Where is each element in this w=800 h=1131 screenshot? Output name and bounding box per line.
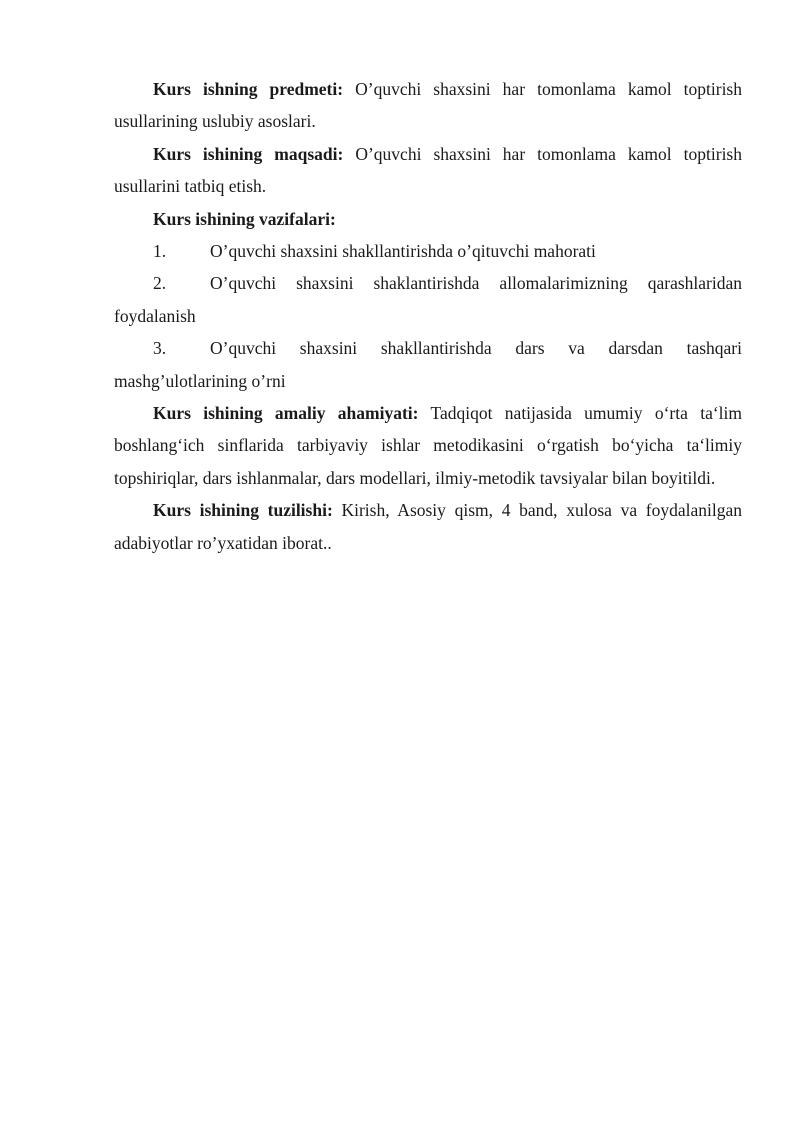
ahamiyati-paragraph <box>114 397 742 494</box>
ahamiyati-text: Tadqiqot natijasida umumiy o‘rta ta‘lim boshlang‘ich sinflarida tarbiyaviy ishlar metodikasini o‘rgatish bo‘yicha ta‘limiy topshiriqlar, dars ishlanmalar, dars modellari, ilmiy-metodik tavsiyalar bilan boyitildi. <box>114 403 742 488</box>
vazifa-item-number: 3. <box>153 338 167 359</box>
ahamiyati-label: Kurs ishining amaliy ahamiyati: <box>153 403 419 424</box>
tuzilishi-paragraph <box>114 494 742 559</box>
predmeti-paragraph <box>114 73 742 138</box>
vazifa-item-1 <box>114 235 742 267</box>
maqsadi-text: O’quvchi shaxsini har tomonlama kamol toptirish usullarini tatbiq etish. <box>114 143 742 197</box>
tuzilishi-label: Kurs ishining tuzilishi: <box>153 500 333 521</box>
vazifa-item-text: O’quvchi shaxsini shaklantirishda allomalarimizning qarashlaridan foydalanish <box>114 273 742 326</box>
predmeti-text: O’quvchi shaxsini har tomonlama kamol toptirish usullarining uslubiy asoslari. <box>114 79 742 132</box>
vazifa-item-text: O’quvchi shaxsini shakllantirishda dars va darsdan tashqari mashg’ulotlarining o’rni <box>114 338 742 391</box>
vazifa-item-2 <box>114 267 742 332</box>
vazifa-item-number: 1. <box>153 241 167 262</box>
document-page <box>114 73 742 559</box>
vazifa-item-3 <box>114 332 742 397</box>
predmeti-label: Kurs ishning predmeti: <box>153 79 344 99</box>
vazifalari-heading <box>114 203 742 235</box>
maqsadi-label: Kurs ishining maqsadi: <box>153 143 344 164</box>
vazifa-item-number: 2. <box>153 273 167 294</box>
vazifa-item-text: O’quvchi shaxsini shakllantirishda o’qituvchi mahorati <box>210 241 596 262</box>
vazifalari-label: Kurs ishining vazifalari: <box>153 208 336 229</box>
maqsadi-paragraph <box>114 138 742 203</box>
tuzilishi-text: Kirish, Asosiy qism, 4 band, xulosa va foydalanilgan adabiyotlar ro’yxatidan iborat.. <box>114 500 742 553</box>
